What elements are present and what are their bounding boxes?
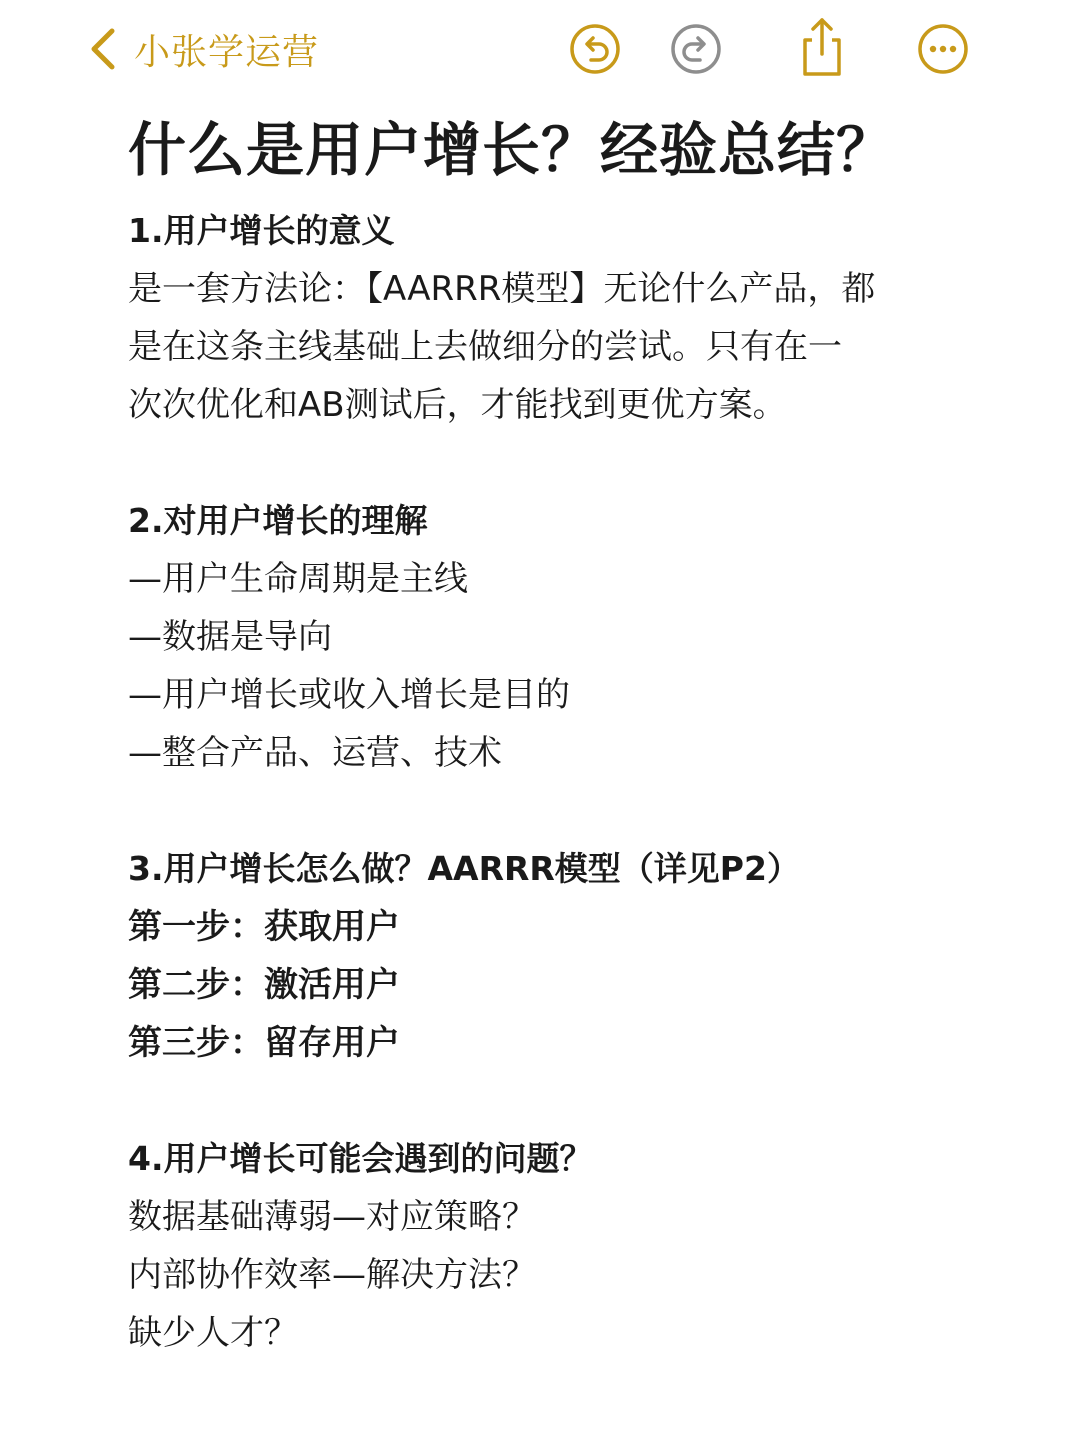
- section-line: —用户增长或收入增长是目的: [128, 675, 570, 715]
- back-label: 小张学运营: [134, 31, 320, 73]
- step-line: 第一步：获取用户: [128, 907, 400, 947]
- section-line: —整合产品、运营、技术: [128, 733, 502, 773]
- note-body[interactable]: [128, 110, 988, 1362]
- section-meaning: [128, 202, 988, 434]
- more-icon: [916, 22, 970, 76]
- undo-button[interactable]: [568, 22, 622, 76]
- section-line: 是在这条主线基础上去做细分的尝试。只有在一: [128, 327, 842, 367]
- more-button[interactable]: [916, 22, 970, 76]
- redo-button[interactable]: [669, 22, 723, 76]
- section-how-to: [128, 840, 988, 1072]
- share-button[interactable]: [795, 16, 849, 78]
- section-line: —用户生命周期是主线: [128, 559, 468, 599]
- back-button[interactable]: [88, 22, 319, 76]
- redo-icon: [669, 22, 723, 76]
- section-line: 次次优化和AB测试后，才能找到更优方案。: [128, 385, 787, 425]
- step-line: 第二步：激活用户: [128, 965, 400, 1005]
- section-line: —数据是导向: [128, 617, 332, 657]
- share-icon: [795, 16, 849, 78]
- step-line: 第三步：留存用户: [128, 1023, 400, 1063]
- note-title: 什么是用户增长？经验总结？: [128, 116, 896, 184]
- section-understanding: [128, 492, 988, 782]
- section-line: 缺少人才？: [128, 1313, 298, 1353]
- section-line: 内部协作效率—解决方法？: [128, 1255, 536, 1295]
- undo-icon: [568, 22, 622, 76]
- section-heading: 4.用户增长可能会遇到的问题？: [128, 1139, 593, 1178]
- section-line: 是一套方法论：【AARRR模型】无论什么产品，都: [128, 269, 876, 309]
- chevron-left-icon: [88, 25, 124, 73]
- section-heading: 2.对用户增长的理解: [128, 501, 428, 540]
- section-line: 数据基础薄弱—对应策略？: [128, 1197, 536, 1237]
- section-heading: 1.用户增长的意义: [128, 211, 395, 250]
- section-problems: [128, 1130, 988, 1362]
- section-heading: 3.用户增长怎么做？AARRR模型（详见P2）: [128, 849, 800, 888]
- toolbar: [0, 0, 1080, 100]
